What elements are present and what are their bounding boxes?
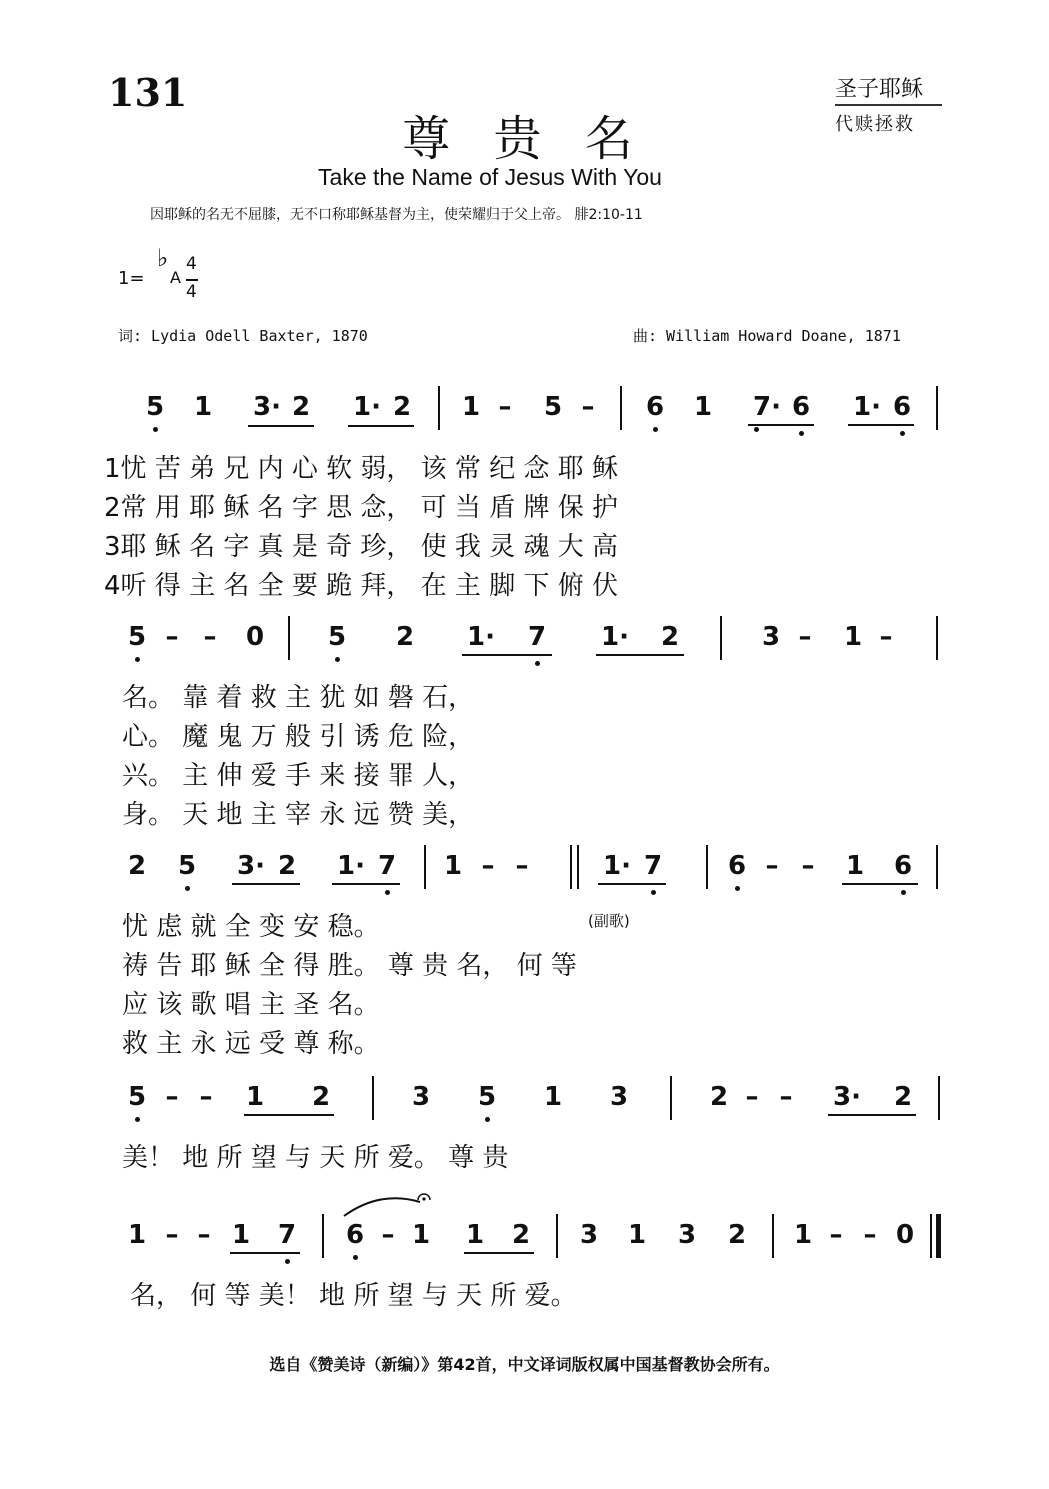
low-dot: [285, 1259, 290, 1264]
low-dot: [535, 661, 540, 666]
dash: –: [498, 392, 512, 422]
note: 1: [231, 1220, 251, 1250]
low-dot: [135, 657, 140, 662]
note: 1·: [601, 622, 629, 652]
underline: [248, 425, 314, 427]
underline: [244, 1114, 334, 1116]
dash: –: [197, 1220, 211, 1250]
note: 2: [660, 622, 680, 652]
note: 5: [127, 622, 147, 652]
barline: [938, 1076, 940, 1120]
low-dot: [353, 1255, 358, 1260]
time-signature-bar: [186, 279, 198, 281]
copyright-footer: 选自《赞美诗（新编）》第42首，中文译词版权属中国基督教协会所有。: [269, 1355, 780, 1374]
final-barline: [936, 1214, 941, 1258]
note: 2: [727, 1220, 747, 1250]
dash: –: [381, 1220, 395, 1250]
barline: [936, 845, 938, 889]
hymn-number: 131: [108, 70, 188, 115]
category-divider: [835, 104, 942, 106]
note: 1: [843, 622, 863, 652]
lyric-line: 兴。 主 伸 爱 手 来 接 罪 人，: [122, 761, 475, 791]
key-signature: 1=: [118, 268, 145, 289]
barline: [670, 1076, 672, 1120]
category-sub: 代赎拯救: [835, 114, 915, 135]
lyric-line: 祷 告 耶 稣 全 得 胜。 尊 贵 名， 何 等: [122, 951, 577, 981]
note: 1: [465, 1220, 485, 1250]
lyric-line: 1忧 苦 弟 兄 内 心 软 弱， 该 常 纪 念 耶 稣: [104, 454, 618, 484]
lyric-line: 4听 得 主 名 全 要 跪 拜， 在 主 脚 下 俯 伏: [104, 571, 618, 601]
note: 2: [291, 392, 311, 422]
lyric-line: 2常 用 耶 稣 名 字 思 念， 可 当 盾 牌 保 护: [104, 493, 618, 523]
low-dot: [185, 886, 190, 891]
underline: [596, 654, 684, 656]
note: 1: [845, 851, 865, 881]
barline: [620, 386, 622, 430]
underline: [464, 1252, 534, 1254]
note: 1·: [353, 392, 381, 422]
note: 0: [895, 1220, 915, 1250]
lyric-line: 身。 天 地 主 宰 永 远 赞 美，: [122, 800, 475, 830]
note: 2: [709, 1082, 729, 1112]
tie-slur-with-fermata: [340, 1186, 440, 1220]
note: 0: [245, 622, 265, 652]
barline: [322, 1214, 324, 1258]
note: 7: [377, 851, 397, 881]
time-signature-top: 4: [186, 254, 197, 274]
flat-icon: ♭: [157, 244, 169, 272]
note: 7: [527, 622, 547, 652]
note: 5: [177, 851, 197, 881]
double-barline: [577, 845, 579, 889]
barline: [936, 616, 938, 660]
time-signature-bottom: 4: [186, 282, 197, 302]
underline: [848, 424, 914, 426]
note: 3: [579, 1220, 599, 1250]
words-credit: 词: Lydia Odell Baxter, 1870: [118, 327, 368, 345]
note: 1·: [467, 622, 495, 652]
dash: –: [879, 622, 893, 652]
key-note: A: [170, 268, 181, 287]
double-barline: [570, 845, 572, 889]
note: 3·: [253, 392, 281, 422]
dash: –: [515, 851, 529, 881]
dash: –: [801, 851, 815, 881]
note: 2: [277, 851, 297, 881]
lyric-line: 美！ 地 所 望 与 天 所 爱。 尊 贵: [122, 1143, 509, 1173]
low-dot: [735, 886, 740, 891]
note: 3·: [237, 851, 265, 881]
dash: –: [481, 851, 495, 881]
note: 3·: [833, 1082, 861, 1112]
note: 6: [892, 392, 912, 422]
note: 1: [443, 851, 463, 881]
note: 6: [645, 392, 665, 422]
low-dot: [385, 890, 390, 895]
underline: [230, 1252, 300, 1254]
note: 7·: [753, 392, 781, 422]
note: 2: [511, 1220, 531, 1250]
low-dot: [900, 431, 905, 436]
note: 1·: [337, 851, 365, 881]
low-dot: [799, 431, 804, 436]
note: 5: [327, 622, 347, 652]
dash: –: [745, 1082, 759, 1112]
dash: –: [203, 622, 217, 652]
note: 2: [311, 1082, 331, 1112]
note: 5: [145, 392, 165, 422]
underline: [842, 883, 918, 885]
low-dot: [153, 427, 158, 432]
note: 1·: [853, 392, 881, 422]
note: 7: [277, 1220, 297, 1250]
barline: [720, 616, 722, 660]
dash: –: [165, 1082, 179, 1112]
low-dot: [653, 427, 658, 432]
barline: [424, 845, 426, 889]
lyric-line: 名， 何 等 美！ 地 所 望 与 天 所 爱。: [130, 1281, 577, 1311]
underline: [748, 424, 814, 426]
note: 3: [609, 1082, 629, 1112]
barline: [288, 616, 290, 660]
barline: [706, 845, 708, 889]
hymn-subtitle: Take the Name of Jesus With You: [318, 164, 662, 190]
low-dot: [135, 1117, 140, 1122]
lyric-line: 救 主 永 远 受 尊 称。: [122, 1029, 380, 1059]
note: 2: [392, 392, 412, 422]
underline: [828, 1114, 916, 1116]
note: 1·: [603, 851, 631, 881]
note: 3: [761, 622, 781, 652]
barline: [556, 1214, 558, 1258]
lyric-line: 3耶 稣 名 字 真 是 奇 珍， 使 我 灵 魂 大 高: [104, 532, 618, 562]
low-dot: [335, 657, 340, 662]
note: 3: [677, 1220, 697, 1250]
low-dot: [901, 890, 906, 895]
final-barline: [930, 1214, 932, 1258]
note: 6: [893, 851, 913, 881]
note: 5: [477, 1082, 497, 1112]
note: 5: [127, 1082, 147, 1112]
note: 2: [127, 851, 147, 881]
barline: [372, 1076, 374, 1120]
dash: –: [581, 392, 595, 422]
hymn-title: 尊 贵 名: [402, 111, 647, 167]
underline: [232, 883, 300, 885]
lyric-line: 名。 靠 着 救 主 犹 如 磐 石，: [122, 683, 475, 713]
dash: –: [779, 1082, 793, 1112]
note: 1: [693, 392, 713, 422]
note: 1: [461, 392, 481, 422]
low-dot: [485, 1117, 490, 1122]
note: 3: [411, 1082, 431, 1112]
lyric-line: 应 该 歌 唱 主 圣 名。: [122, 990, 380, 1020]
note: 1: [193, 392, 213, 422]
note: 1: [543, 1082, 563, 1112]
note: 5: [543, 392, 563, 422]
refrain-label: (副歌): [588, 912, 630, 930]
low-dot: [651, 890, 656, 895]
barline: [772, 1214, 774, 1258]
note: 6: [727, 851, 747, 881]
note: 1: [245, 1082, 265, 1112]
dash: –: [165, 622, 179, 652]
scripture-verse: 因耶稣的名无不屈膝，无不口称耶稣基督为主，使荣耀归于父上帝。 腓2:10-11: [150, 207, 643, 223]
underline: [462, 654, 552, 656]
lyric-line: 忧 虑 就 全 变 安 稳。: [122, 912, 380, 942]
category-main: 圣子耶稣: [835, 77, 924, 102]
low-dot: [754, 427, 759, 432]
lyric-line: 心。 魔 鬼 万 般 引 诱 危 险，: [122, 722, 475, 752]
dash: –: [863, 1220, 877, 1250]
note: 6: [791, 392, 811, 422]
note: 1: [127, 1220, 147, 1250]
dash: –: [765, 851, 779, 881]
barline: [936, 386, 938, 430]
note: 1: [411, 1220, 431, 1250]
note: 2: [395, 622, 415, 652]
note: 6: [345, 1220, 365, 1250]
note: 2: [893, 1082, 913, 1112]
music-credit: 曲: William Howard Doane, 1871: [633, 327, 901, 345]
underline: [348, 425, 414, 427]
underline: [598, 883, 666, 885]
note: 1: [627, 1220, 647, 1250]
underline: [332, 883, 400, 885]
dash: –: [798, 622, 812, 652]
dash: –: [199, 1082, 213, 1112]
note: 1: [793, 1220, 813, 1250]
dash: –: [829, 1220, 843, 1250]
note: 7: [643, 851, 663, 881]
barline: [438, 386, 440, 430]
dash: –: [165, 1220, 179, 1250]
